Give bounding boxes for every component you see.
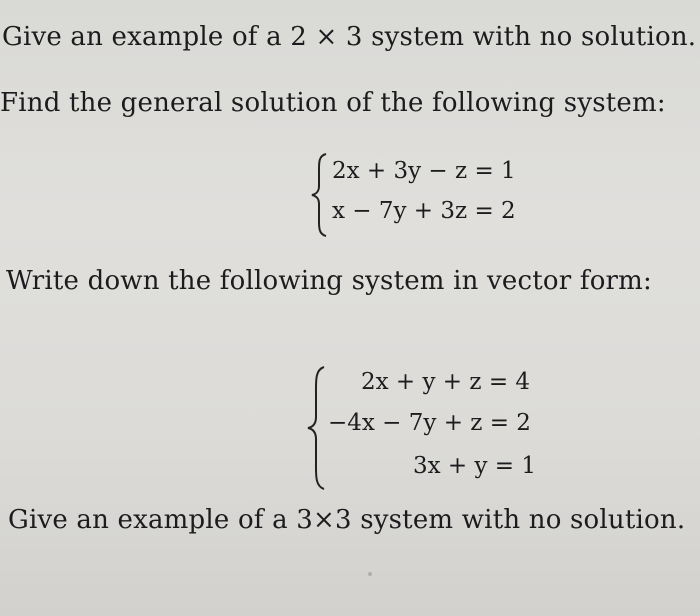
question-1: Give an example of a 2 × 3 system with no solution. (2, 22, 697, 52)
question-3: Write down the following system in vector form: (6, 266, 652, 296)
system-2-equation-2: −4x − 7y + z = 2 (328, 410, 531, 436)
question-4: Give an example of a 3×3 system with no solution. (8, 505, 686, 535)
equation-system-2 (306, 365, 566, 495)
system-1-equation-2: x − 7y + 3z = 2 (332, 198, 516, 224)
system-1-equation-1: 2x + 3y − z = 1 (332, 158, 516, 184)
paper-smudge (368, 572, 372, 576)
system-2-equation-1: 2x + y + z = 4 (361, 369, 531, 395)
equation-system-1 (310, 152, 550, 242)
system-2-equation-3: 3x + y = 1 (413, 453, 537, 479)
left-brace-icon (306, 365, 328, 491)
question-2: Find the general solution of the following system: (0, 88, 666, 118)
left-brace-icon (310, 152, 330, 238)
